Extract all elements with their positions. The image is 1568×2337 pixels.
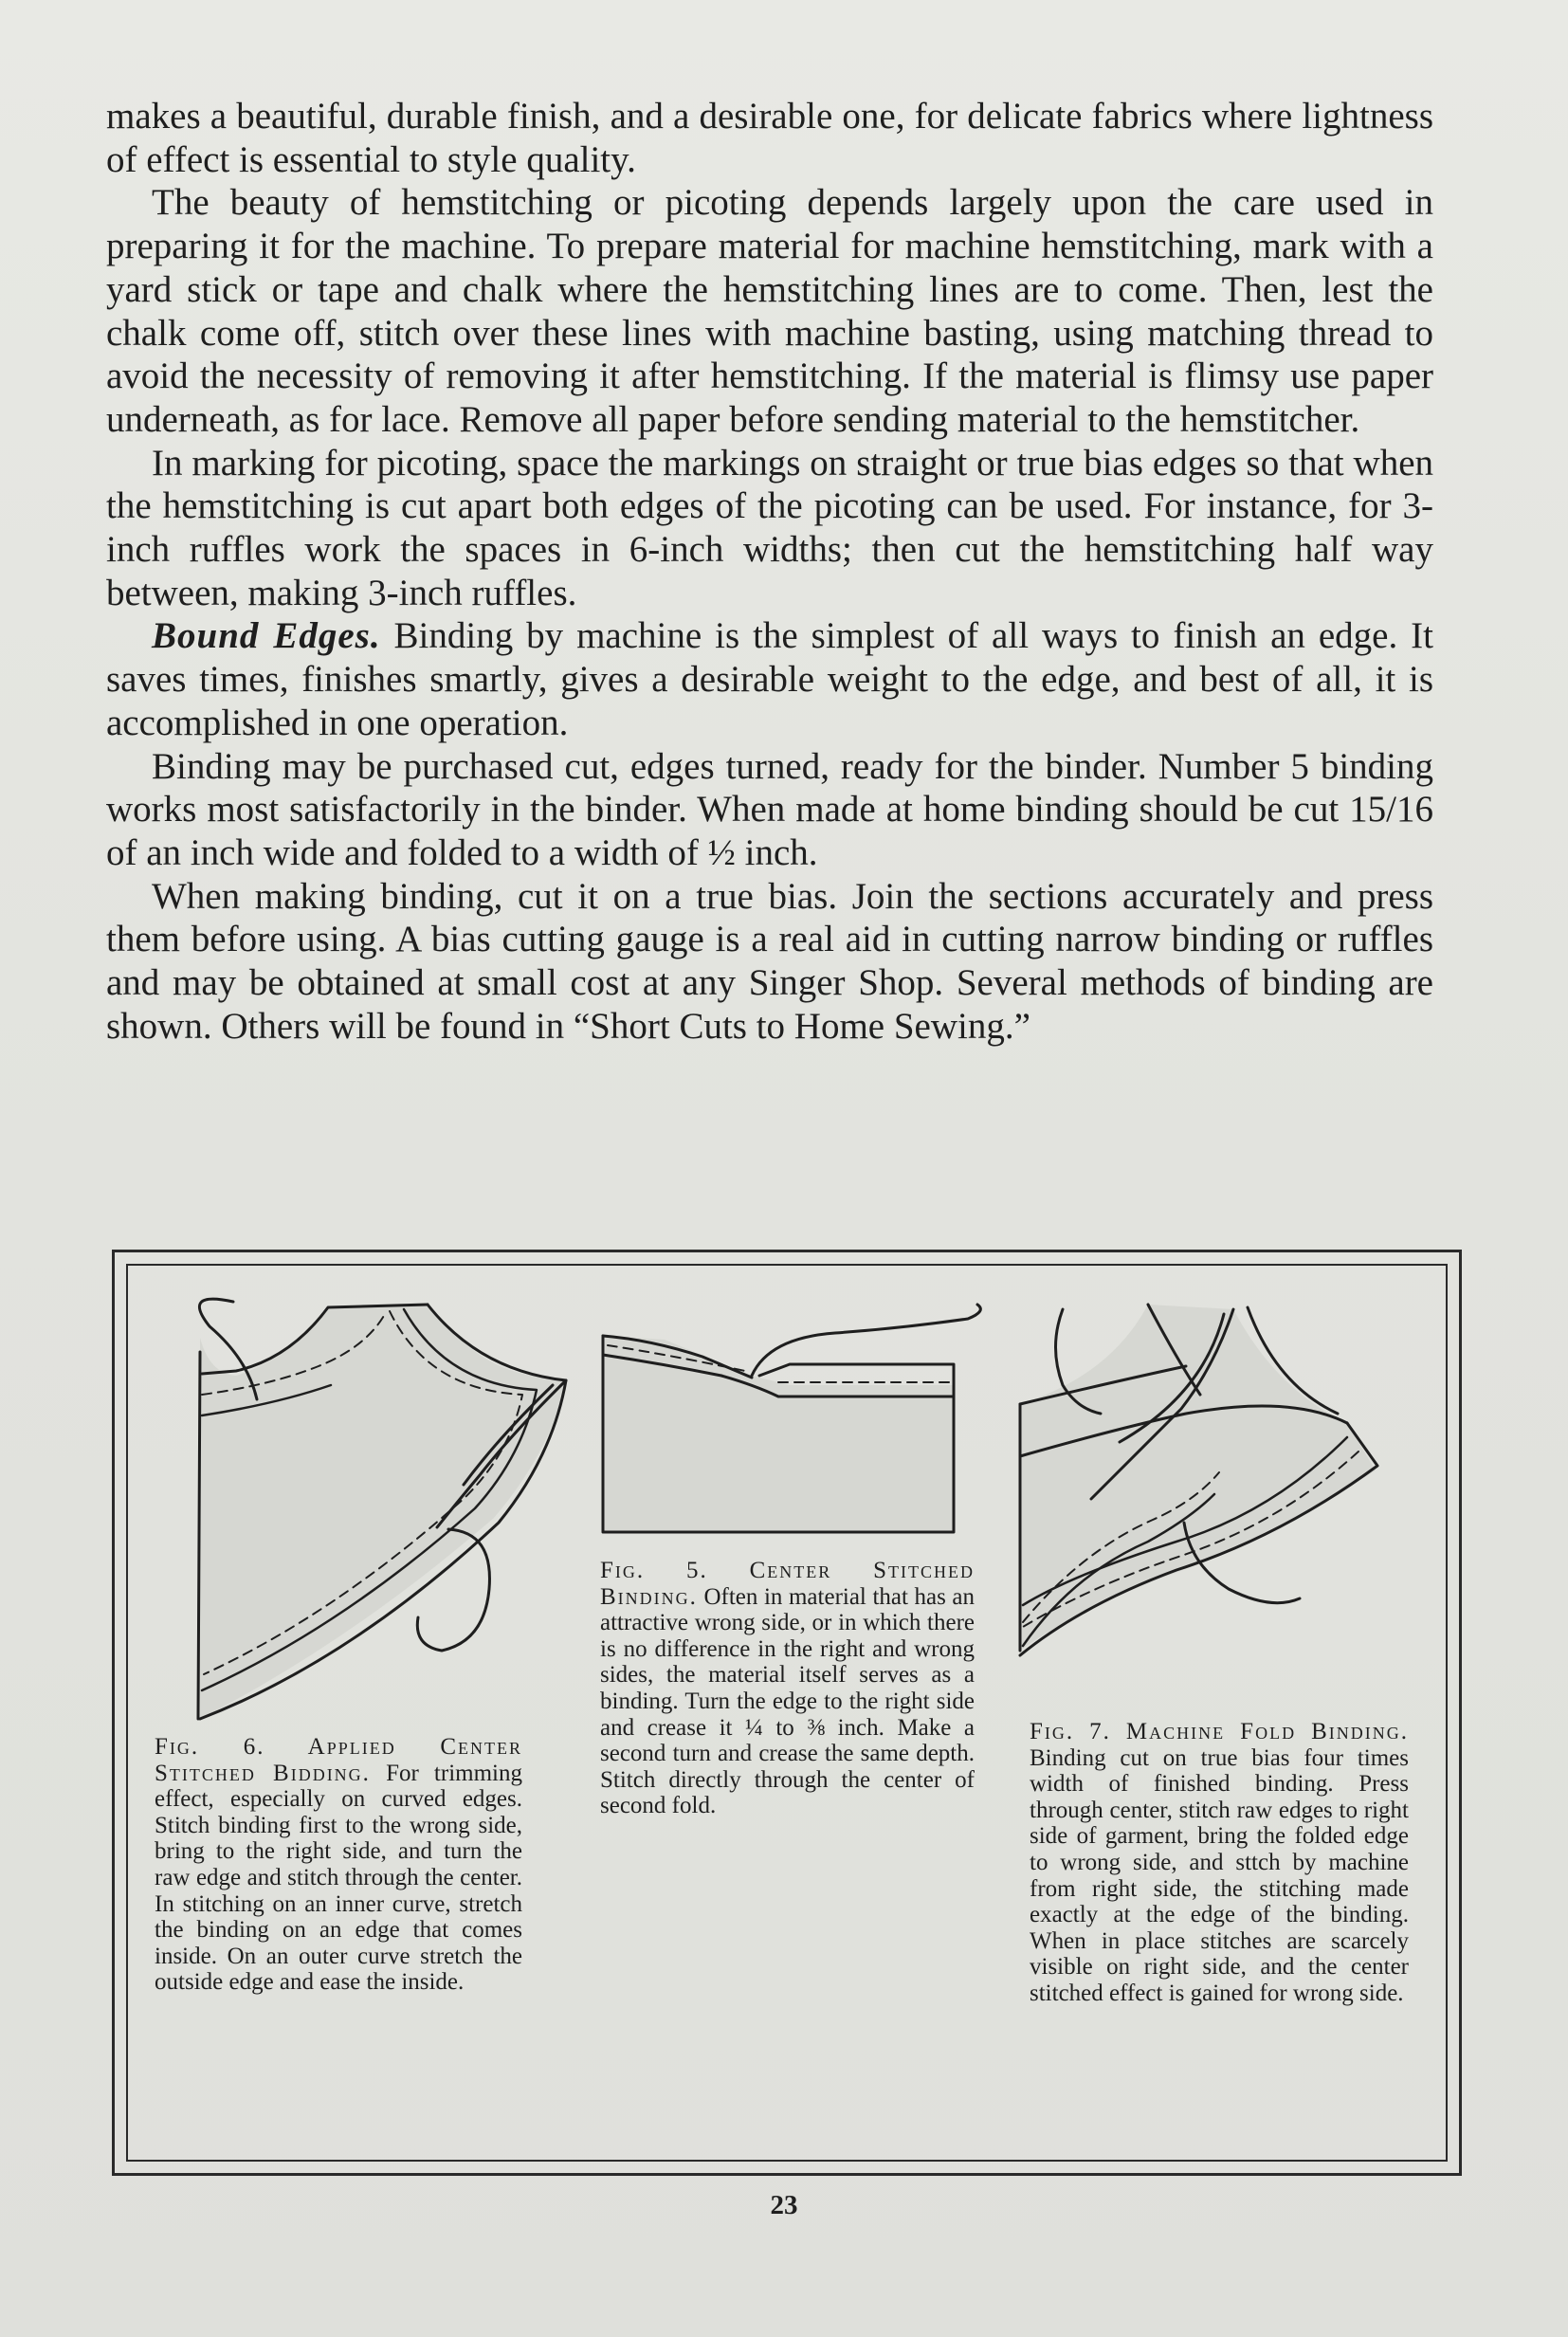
body-text bbox=[106, 95, 1433, 1048]
figure-plate bbox=[112, 1250, 1462, 2176]
paragraph-picoting: In marking for picoting, space the markings on straight or true bias edges so that when the hemstitching is cut apart both edges of the picoting can be used. For instance, for 3-inch ruffles work the spaces in 6-inch widths; then cut the hemstitching half way between, making 3-inch ruffles. bbox=[106, 442, 1433, 613]
fig6-title: Fig. 6. Applied Center Stitched Bidding. bbox=[155, 1734, 522, 1786]
paragraph-hemstitching: The beauty of hemstitching or picoting depends largely upon the care used in preparing it for the machine. To prepare material for machine hemstitching, mark with a yard stick or tape and chalk where the hemstitching lines are to come. Then, lest the chalk come off, stitch over these lines with machine basting, using matching thread to avoid the necessity of removing it after hemstitching. If the material is flimsy use paper underneath, as for lace. Remove all paper before sending material to the hemstitcher. bbox=[106, 182, 1433, 440]
paragraph-continuation: makes a beautiful, durable finish, and a desirable one, for delicate fabrics where lightness of effect is essential to style quality. bbox=[106, 96, 1433, 180]
bound-edges-text: Binding by machine is the simplest of all ways to finish an edge. It saves times, finishes smartly, gives a desirable weight to the edge, and best of all, it is accomplished in one operation. bbox=[106, 615, 1433, 743]
fig5-caption bbox=[600, 1558, 975, 1819]
fig5-title: Fig. 5. Center Stitched Binding. bbox=[600, 1558, 975, 1610]
bound-edges-heading: Bound Edges. bbox=[152, 615, 381, 657]
paragraph-bound-edges bbox=[106, 614, 1433, 744]
fig7-text: Binding cut on true bias four times width of finished binding. Press through center, stitch raw edges to right side of garment, bring the folded edge to wrong side, and sttch by machine from right side, the stitching made exactly at the edge of the binding. When in place stitches are scarcely visible on right side, and the center stitched effect is gained for wrong side. bbox=[1030, 1744, 1409, 2006]
fig5-illustration bbox=[603, 1305, 980, 1532]
page-number: 23 bbox=[770, 2190, 798, 2220]
fig6-illustration bbox=[198, 1299, 566, 1719]
fig6-caption bbox=[155, 1734, 522, 1996]
paragraph-binding-purchase: Binding may be purchased cut, edges turned, ready for the binder. Number 5 binding works most satisfactorily in the binder. When made at home binding should be cut 15/16 of an inch wide and folded to a width of ½ inch. bbox=[106, 745, 1433, 873]
paragraph-making-binding: When making binding, cut it on a true bias. Join the sections accurately and press them before using. A bias cutting gauge is a real aid in cutting narrow binding or ruffles and may be obtained at small cost at any Singer Shop. Several methods of binding are shown. Others will be found in “Short Cuts to Home Sewing.” bbox=[106, 875, 1433, 1047]
fig5-text: Often in material that has an attractive wrong side, or in which there is no difference in the right and wrong sides, the material itself serves as a binding. Turn the edge to the right side and crease it ¼ to ⅜ inch. Make a second turn and crease the same depth. Stitch directly through the center of second fold. bbox=[600, 1583, 975, 1819]
fig6-text: For trimming effect, especially on curved edges. Stitch binding first to the wrong side, bring to the right side, and turn the raw edge and stitch through the center. In stitching on an inner curve, stretch the binding on an edge that comes inside. On an outer curve stretch the outside edge and ease the inside. bbox=[155, 1760, 522, 1996]
fig7-illustration bbox=[1020, 1305, 1377, 1655]
fig7-title: Fig. 7. Machine Fold Binding. bbox=[1030, 1719, 1409, 1744]
fig7-caption bbox=[1030, 1719, 1409, 2007]
